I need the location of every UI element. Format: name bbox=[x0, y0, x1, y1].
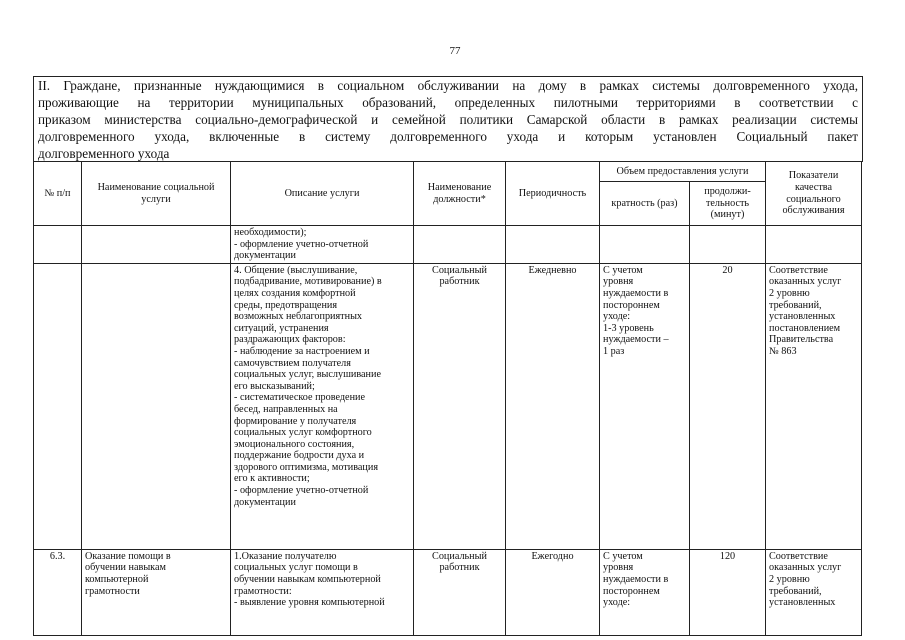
services-table bbox=[33, 161, 862, 636]
row-service-name bbox=[82, 226, 231, 264]
row-position: Социальный работник bbox=[414, 263, 506, 549]
row-num bbox=[34, 226, 82, 264]
row-periodicity: Ежедневно bbox=[506, 263, 600, 549]
table-row bbox=[34, 263, 862, 549]
section-title-line: проживающие на территории муниципальных образований, определенных пилотными территориями в соответствии с bbox=[38, 95, 858, 110]
row-periodicity bbox=[506, 226, 600, 264]
row-num bbox=[34, 263, 82, 549]
row-quality bbox=[766, 226, 862, 264]
row-position: Социальный работник bbox=[414, 549, 506, 635]
row-periodicity: Ежегодно bbox=[506, 549, 600, 635]
row-description: необходимости); - оформление учетно-отчетной документации bbox=[231, 226, 414, 264]
header-duration: продолжи-тельность (минут) bbox=[690, 182, 766, 226]
row-num: 6.3. bbox=[34, 549, 82, 635]
row-service-name bbox=[82, 263, 231, 549]
row-position bbox=[414, 226, 506, 264]
row-description: 1.Оказание получателю социальных услуг помощи в обучении навыкам компьютерной грамотности: - выявление уровня компьютерной bbox=[231, 549, 414, 635]
row-duration: 120 bbox=[690, 549, 766, 635]
table-row bbox=[34, 226, 862, 264]
row-duration: 20 bbox=[690, 263, 766, 549]
header-periodicity: Периодичность bbox=[506, 162, 600, 226]
section-title-line: долговременного ухода, включенные в систему долговременного ухода и которым установлен Социальный пакет bbox=[38, 129, 858, 144]
row-frequency: С учетом уровня нуждаемости в постороннем уходе: bbox=[600, 549, 690, 635]
row-frequency: С учетом уровня нуждаемости в постороннем уходе: 1-3 уровень нуждаемости – 1 раз bbox=[600, 263, 690, 549]
section-title-line: приказом министерства социально-демографической и семейной политики Самарской области в рамках реализации системы bbox=[38, 112, 858, 127]
section-title bbox=[33, 76, 863, 162]
header-volume: Объем предоставления услуги bbox=[600, 162, 766, 182]
section-title-line: долговременного ухода bbox=[38, 146, 170, 161]
row-duration bbox=[690, 226, 766, 264]
table-row bbox=[34, 549, 862, 635]
section-title-line: II. Граждане, признанные нуждающимися в социальном обслуживании на дому в рамках системы долговременного ухода, bbox=[38, 78, 858, 93]
header-description: Описание услуги bbox=[231, 162, 414, 226]
page-number: 77 bbox=[449, 45, 461, 57]
row-service-name: Оказание помощи в обучении навыкам компьютерной грамотности bbox=[82, 549, 231, 635]
header-service-name: Наименование социальной услуги bbox=[82, 162, 231, 226]
header-position: Наименование должности* bbox=[414, 162, 506, 226]
row-frequency bbox=[600, 226, 690, 264]
row-description: 4. Общение (выслушивание, подбадривание, мотивирование) в целях создания комфортной среды, предотвращения возможных неблагоприятных ситуаций, устранения раздражающих факторов: - наблюдение за настроением и самочувствием получателя социальных услуг, выслушивание его высказываний; - систематическое проведение бесед, направленных на формирование у получателя социальных услуг комфортного эмоционального состояния, поддержание бодрости духа и здорового оптимизма, мотивация его к активности; - оформление учетно-отчетной документации bbox=[231, 263, 414, 549]
header-num: № п/п bbox=[34, 162, 82, 226]
row-quality: Соответствие оказанных услуг 2 уровню требований, установленных bbox=[766, 549, 862, 635]
header-frequency: кратность (раз) bbox=[600, 182, 690, 226]
header-quality: Показатели качества социального обслуживания bbox=[766, 162, 862, 226]
row-quality: Соответствие оказанных услуг 2 уровню требований, установленных постановлением Правительства № 863 bbox=[766, 263, 862, 549]
